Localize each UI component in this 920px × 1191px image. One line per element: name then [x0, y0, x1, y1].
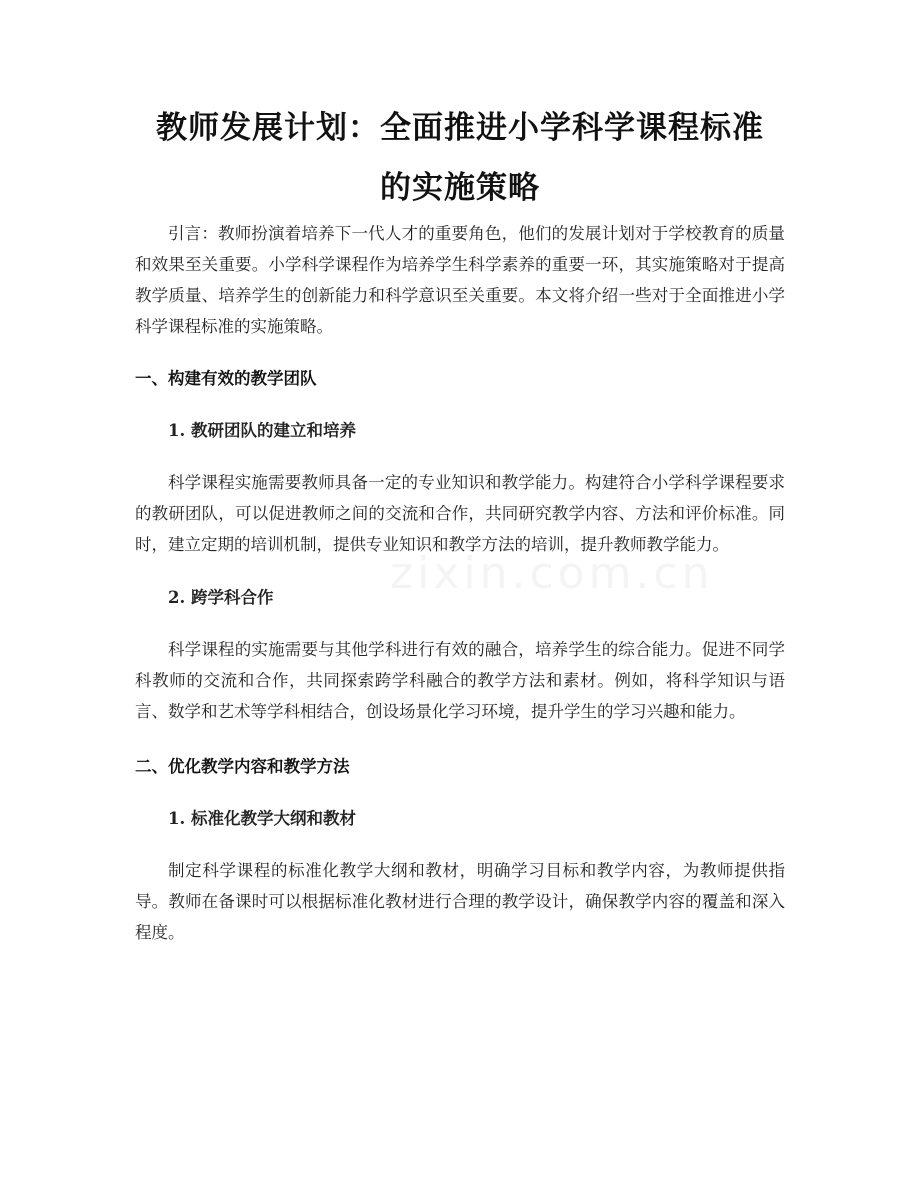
- title-line-2: 的实施策略: [380, 170, 540, 206]
- section-heading-1: 一、构建有效的教学团队: [135, 369, 317, 388]
- intro-paragraph: 引言：教师扮演着培养下一代人才的重要角色，他们的发展计划对于学校教育的质量和效果至关重要。小学科学课程作为培养学生科学素养的重要一环，其实施策略对于提高教学质量、培养学生的创新能力和科学意识至关重要。本文将介绍一些对于全面推进小学科学课程标准的实施策略。: [135, 224, 785, 336]
- subsection-heading-1-1: 1. 教研团队的建立和培养: [168, 421, 356, 440]
- watermark-text: zixin.com.cn: [390, 548, 714, 599]
- subsection-heading-2-1: 1. 标准化教学大纲和教材: [168, 809, 356, 828]
- document-title: [135, 98, 785, 218]
- subsection-body-1-2: 科学课程的实施需要与其他学科进行有效的融合，培养学生的综合能力。促进不同学科教师的交流和合作，共同探索跨学科融合的教学方法和素材。例如，将科学知识与语言、数学和艺术等学科相结合，创设场景化学习环境，提升学生的学习兴趣和能力。: [135, 640, 785, 721]
- subsection-body-1-1: 科学课程实施需要教师具备一定的专业知识和教学能力。构建符合小学科学课程要求的教研团队，可以促进教师之间的交流和合作，共同研究教学内容、方法和评价标准。同时，建立定期的培训机制，提供专业知识和教学方法的培训，提升教师教学能力。: [135, 473, 785, 554]
- subsection-body-2-1: 制定科学课程的标准化教学大纲和教材，明确学习目标和教学内容，为教师提供指导。教师在备课时可以根据标准化教材进行合理的教学设计，确保教学内容的覆盖和深入程度。: [135, 861, 785, 942]
- section-heading-2: 二、优化教学内容和教学方法: [135, 757, 350, 776]
- title-line-1: 教师发展计划：全面推进小学科学课程标准: [156, 110, 764, 146]
- subsection-heading-1-2: 2. 跨学科合作: [168, 588, 274, 607]
